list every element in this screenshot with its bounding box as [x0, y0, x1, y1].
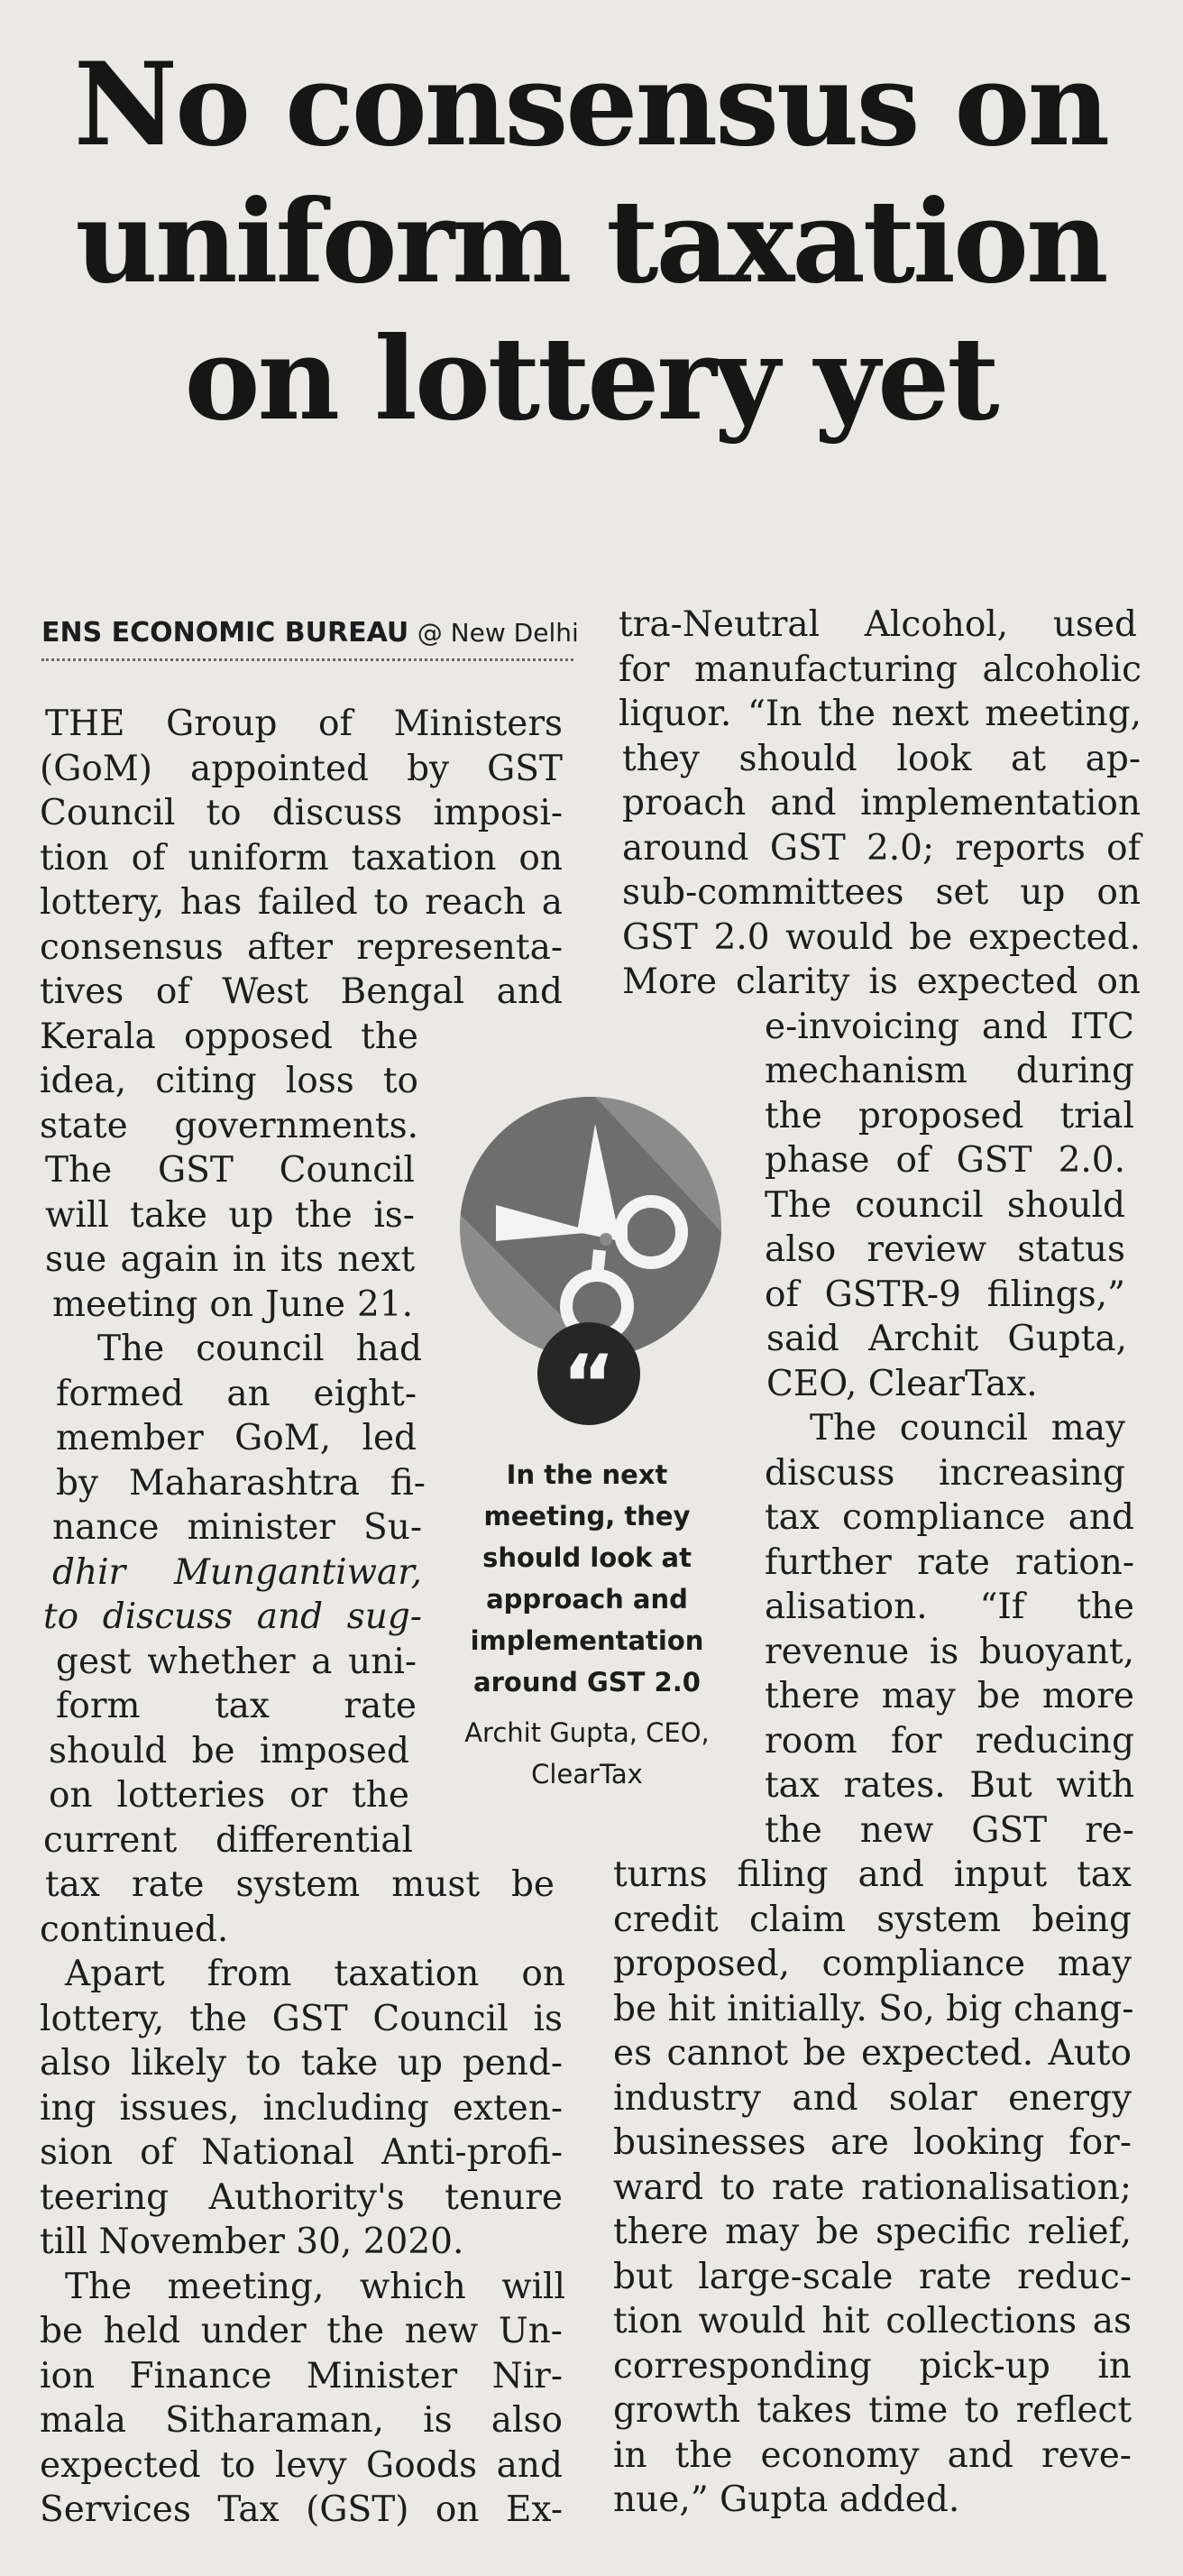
article-line: More clarity is expected on — [622, 961, 1141, 1002]
article-line: continued. — [40, 1909, 229, 1950]
article-line: state governments. — [40, 1105, 418, 1146]
article-line: tra-Neutral Alcohol, used — [619, 604, 1137, 645]
article-line: member GoM, led — [56, 1418, 417, 1458]
pull-quote-line: around GST 2.0 — [473, 1667, 701, 1697]
article-line: there may be more — [765, 1676, 1134, 1716]
byline — [41, 615, 579, 661]
article-line: current differential — [43, 1819, 413, 1861]
article-line: to discuss and sug- — [43, 1596, 422, 1637]
pull-quote-line: meeting, they — [483, 1501, 691, 1532]
article-line: sion of National Anti-profi- — [40, 2132, 563, 2173]
article-line: idea, citing loss to — [40, 1061, 418, 1101]
article-line: Kerala opposed the — [40, 1016, 418, 1057]
article-line: formed an eight- — [56, 1373, 417, 1414]
article-line: gest whether a uni- — [56, 1641, 417, 1682]
article-line: meeting on June 21. — [52, 1283, 413, 1325]
pull-quote-line: In the next — [506, 1459, 668, 1490]
pull-quote-line: implementation — [470, 1625, 704, 1656]
article-line: dhir Mungantiwar, — [52, 1551, 422, 1593]
article-line: consensus after representa- — [40, 926, 563, 968]
byline-location: @ New Delhi — [417, 618, 579, 648]
article-line: The meeting, which will — [65, 2266, 565, 2307]
article-line: said Archit Gupta, — [766, 1319, 1127, 1359]
attribution-line: ClearTax — [531, 1759, 643, 1789]
article-line: on lotteries or the — [49, 1775, 409, 1816]
pull-quote-line: should look at — [482, 1542, 692, 1573]
article-line: will take up the is- — [45, 1194, 415, 1236]
article-line: alisation. “If the — [765, 1587, 1134, 1627]
article-line: also likely to take up pend- — [40, 2043, 563, 2084]
article-line: Council to discuss imposi- — [40, 793, 563, 833]
article-line: Apart from taxation on — [65, 1954, 565, 1994]
article-line: credit claim system being — [613, 1899, 1132, 1940]
article-line: expected to levy Goods and — [40, 2444, 563, 2486]
article-line: (GoM) appointed by GST — [40, 748, 563, 789]
article-line: ion Finance Minister Nir- — [40, 2355, 563, 2397]
article-line: form tax rate — [56, 1686, 417, 1726]
article-line: phase of GST 2.0. — [765, 1140, 1125, 1181]
article-line: around GST 2.0; reports of — [622, 827, 1141, 869]
byline-desk: ENS ECONOMIC BUREAU — [41, 617, 409, 649]
article-line: The GST Council — [45, 1150, 415, 1191]
quote-mark-icon: “ — [537, 1322, 640, 1425]
article-line: revenue is buoyant, — [765, 1631, 1134, 1672]
article-line: teering Authority's tenure — [40, 2176, 563, 2218]
article-line: liquor. “In the next meeting, — [619, 694, 1142, 734]
article-line: tion would hit collections as — [613, 2301, 1132, 2341]
article-line: discuss increasing — [765, 1452, 1125, 1494]
article-line: lottery, the GST Council is — [40, 1998, 563, 2039]
article-line: proposed, compliance may — [613, 1944, 1132, 1984]
article-line: The council may — [810, 1408, 1125, 1449]
article-line: tax rate system must be — [45, 1864, 555, 1905]
article-line: they should look at ap- — [622, 738, 1141, 779]
article-line: lottery, has failed to reach a — [40, 882, 563, 923]
article-line: turns filing and input tax — [613, 1854, 1132, 1895]
pull-quote — [447, 1454, 727, 1703]
article-line: tax compliance and — [765, 1497, 1134, 1538]
article-line: tives of West Bengal and — [40, 971, 563, 1012]
article-line: mala Sitharaman, is also — [40, 2400, 563, 2441]
article-line: by Maharashtra fi- — [56, 1462, 426, 1504]
attribution-line: Archit Gupta, CEO, — [464, 1717, 710, 1748]
article-line: industry and solar energy — [613, 2077, 1132, 2119]
article-line: till November 30, 2020. — [40, 2222, 464, 2262]
article-line: es cannot be expected. Auto — [613, 2033, 1132, 2074]
article-line: mechanism during — [765, 1051, 1134, 1091]
article-line: tax rates. But with — [765, 1765, 1134, 1806]
article-line: sub-committees set up on — [622, 872, 1141, 913]
article-line: THE Group of Ministers — [45, 704, 563, 744]
article-line: of GSTR-9 filings,” — [765, 1274, 1125, 1315]
article-line: be held under the new Un- — [40, 2311, 563, 2351]
article-line: proach and implementation — [622, 783, 1141, 823]
article-line: The council had — [97, 1329, 422, 1369]
article-line: but large-scale rate reduc- — [613, 2256, 1132, 2297]
headline-line: uniform taxation — [75, 175, 1106, 308]
article-line: The council should — [765, 1184, 1125, 1226]
pull-quote-attribution — [447, 1712, 727, 1795]
article-line: tion of uniform taxation on — [40, 837, 563, 879]
article-line: Services Tax (GST) on Ex- — [40, 2489, 563, 2530]
article-line: be hit initially. So, big chang- — [613, 1988, 1134, 2029]
article-line: there may be specific relief, — [613, 2212, 1132, 2252]
article-line: also review status — [765, 1229, 1125, 1270]
headline — [27, 36, 1154, 447]
article-line: nue,” Gupta added. — [613, 2479, 960, 2520]
article-line: growth takes time to reflect — [613, 2390, 1132, 2431]
article-line: sue again in its next — [45, 1239, 415, 1280]
article-line: businesses are looking for- — [613, 2122, 1132, 2163]
headline-line: on lottery yet — [184, 312, 997, 446]
article-line: in the economy and reve- — [613, 2434, 1132, 2476]
scissors-icon — [460, 1097, 721, 1358]
article-line: nance minister Su- — [52, 1507, 422, 1548]
article-line: CEO, ClearTax. — [766, 1363, 1038, 1404]
article-line: the new GST re- — [765, 1809, 1134, 1851]
scissors-graphic — [460, 1097, 721, 1358]
article-line: GST 2.0 would be expected. — [622, 916, 1141, 958]
article-line: corresponding pick-up in — [613, 2345, 1132, 2387]
article-line: for manufacturing alcoholic — [619, 649, 1142, 690]
article-line: should be imposed — [49, 1730, 409, 1771]
article-line: further rate ration- — [765, 1541, 1134, 1583]
article-line: room for reducing — [765, 1720, 1134, 1762]
article-line: ing issues, including exten- — [40, 2087, 563, 2129]
article-line: ward to rate rationalisation; — [613, 2167, 1132, 2208]
article-line: the proposed trial — [765, 1095, 1134, 1136]
article-line: e-invoicing and ITC — [765, 1006, 1134, 1047]
pull-quote-line: approach and — [486, 1584, 688, 1615]
headline-line: No consensus on — [73, 38, 1108, 171]
